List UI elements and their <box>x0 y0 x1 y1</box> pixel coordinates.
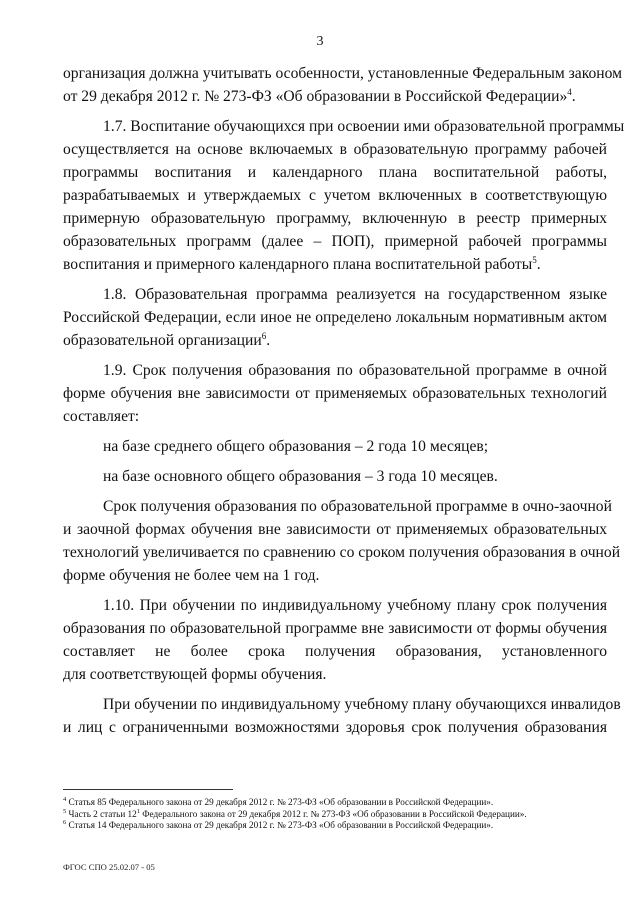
text-line: 1.8. Образовательная программа реализуется на государственном языке <box>103 286 607 303</box>
page-number: 3 <box>316 34 324 49</box>
document-body <box>63 62 625 739</box>
document-code: ФГОС СПО 25.02.07 - 05 <box>63 862 155 872</box>
footnote-separator <box>63 789 233 790</box>
footnote-5: $^5$ Часть 2 статьи $12^1$ Федерального закона от 29 декабря 2012 г. № 273-ФЗ «Об образовании в Российской Федерации». <box>63 807 527 819</box>
text-line: 1.9. Срок получения образования по образовательной программе в очной <box>103 362 607 379</box>
text-line: для соответствующей формы обучения. <box>63 666 327 683</box>
text-line: и лиц с ограниченными возможностями здоровья срок получения образования <box>63 719 607 736</box>
text-line: Российской Федерации, если иное не определено локальным нормативным актом <box>63 309 607 326</box>
footnote-ref: 5 <box>532 254 537 265</box>
text-line: 1.10. При обучении по индивидуальному учебному плану срок получения <box>103 597 607 614</box>
text-line: образования по образовательной программе вне зависимости от формы обучения <box>63 620 607 637</box>
footnotes <box>63 797 623 832</box>
text-line: и заочной формах обучения вне зависимости от применяемых образовательных <box>63 521 607 538</box>
list-item: на базе среднего общего образования – 2 года 10 месяцев; <box>103 438 489 455</box>
text-line: составляет не более срока получения образования, установленного <box>63 643 607 660</box>
text-line: разрабатываемых и утверждаемых с учетом включенных в соответствующую <box>63 187 607 204</box>
paragraph-part-time <box>63 495 621 587</box>
list-item: на базе основного общего образования – 3 года 10 месяцев. <box>103 468 498 485</box>
paragraph-intro <box>63 62 623 108</box>
text-line: форме обучения не более чем на 1 год. <box>63 567 320 584</box>
text-line: от 29 декабря 2012 г. № 273-ФЗ «Об образовании в Российской Федерации»$^4$. <box>63 86 576 105</box>
text-line: образовательной организации$^6$. <box>63 330 271 349</box>
footnote-6: $^6$ Статья 14 Федерального закона от 29 декабря 2012 г. № 273-ФЗ «Об образовании в Российской Федерации». <box>63 818 494 830</box>
text-line: организация должна учитывать особенности, установленные Федеральным законом <box>63 65 623 82</box>
text-line: При обучении по индивидуальному учебному плану обучающихся инвалидов <box>103 696 621 713</box>
text-line: составляет: <box>63 408 140 425</box>
text-line: примерную образовательную программу, включенную в реестр примерных <box>63 210 607 227</box>
footnote-ref: 4 <box>567 86 572 97</box>
text-line: форме обучения вне зависимости от применяемых образовательных технологий <box>63 385 607 402</box>
paragraph-1-7 <box>63 115 625 276</box>
paragraph-1-10 <box>63 594 607 686</box>
text-line: воспитания и примерного календарного плана воспитательной работы$^5$. <box>63 254 541 273</box>
paragraph-1-9 <box>63 359 607 428</box>
text-line: образовательных программ (далее – ПОП), примерной рабочей программы <box>63 233 607 250</box>
paragraph-disabled <box>63 693 621 739</box>
text-line: осуществляется на основе включаемых в образовательную программу рабочей <box>63 141 607 158</box>
footnote-ref: 6 <box>261 330 267 341</box>
text-line: программы воспитания и календарного плана воспитательной работы, <box>63 164 607 181</box>
text-line: технологий увеличивается по сравнению со сроком получения образования в очной <box>63 544 621 561</box>
footnote-4: $^4$ Статья 85 Федерального закона от 29 декабря 2012 г. № 273-ФЗ «Об образовании в Российской Федерации». <box>63 795 494 807</box>
text-line: Срок получения образования по образовательной программе в очно-заочной <box>103 498 612 515</box>
paragraph-1-8 <box>63 283 607 352</box>
text-line: 1.7. Воспитание обучающихся при освоении ими образовательной программы <box>103 118 625 135</box>
